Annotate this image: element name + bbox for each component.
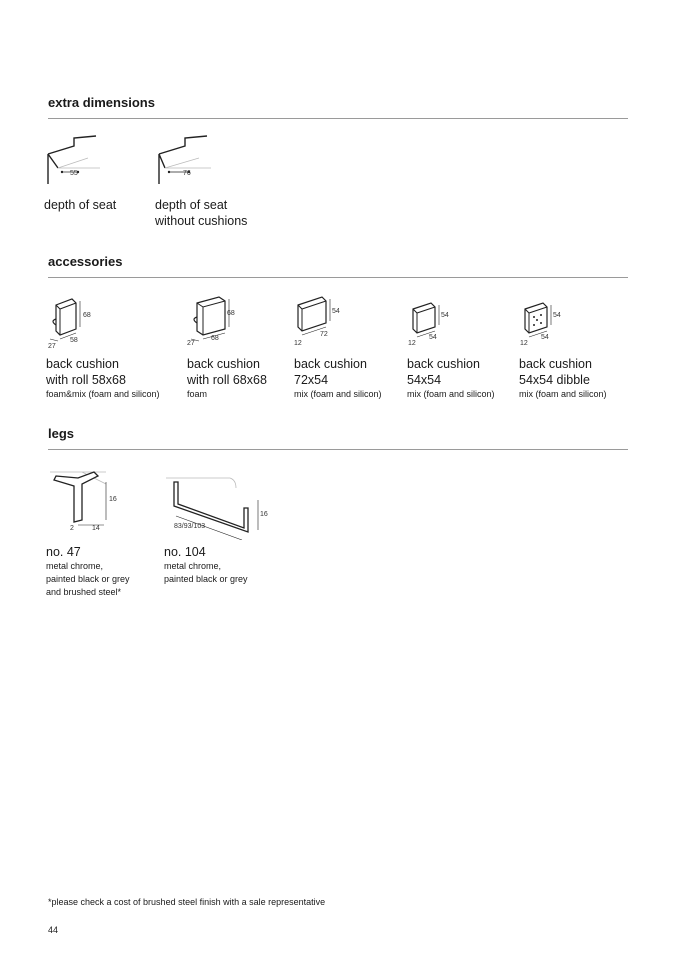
- svg-text:12: 12: [294, 340, 302, 347]
- leg-no-47: [46, 470, 130, 599]
- cushion-icon: [407, 295, 477, 350]
- cushion-with-roll-icon: [46, 295, 116, 350]
- svg-text:12: 12: [520, 340, 528, 347]
- leg-description: painted black or grey: [164, 574, 248, 584]
- seat-depth-diagram: [44, 132, 104, 188]
- svg-text:83/93/103: 83/93/103: [174, 523, 206, 530]
- section-title-extra-dimensions: extra dimensions: [48, 95, 155, 110]
- item-label: depth of seat: [44, 198, 117, 212]
- page-number: 44: [48, 925, 59, 935]
- item-label: depth of seat: [155, 198, 228, 212]
- svg-text:27: 27: [187, 340, 195, 347]
- accessory-back-cushion-54x54-dibble: [519, 295, 607, 401]
- accessory-name: back cushion: [407, 357, 480, 371]
- cushion-with-roll-icon: [187, 295, 257, 350]
- section-divider: [48, 118, 628, 119]
- svg-text:58: 58: [70, 337, 78, 344]
- svg-text:54: 54: [332, 308, 340, 315]
- accessory-back-cushion-54x54: [407, 295, 495, 401]
- svg-text:72: 72: [320, 331, 328, 338]
- svg-text:68: 68: [227, 310, 235, 317]
- leg-description: metal chrome,: [164, 561, 222, 571]
- accessory-name: back cushion: [519, 357, 592, 371]
- accessory-material: foam&mix (foam and silicon): [46, 389, 160, 399]
- svg-text:55: 55: [70, 170, 78, 177]
- accessory-size: with roll 58x68: [46, 373, 126, 387]
- section-divider: [48, 449, 628, 450]
- svg-text:14: 14: [92, 525, 100, 532]
- accessory-material: foam: [187, 389, 208, 399]
- svg-text:16: 16: [260, 511, 268, 518]
- accessory-size: with roll 68x68: [187, 373, 267, 387]
- svg-text:12: 12: [408, 340, 416, 347]
- svg-text:2: 2: [70, 525, 74, 532]
- dibble-cushion-icon: [519, 295, 589, 350]
- leg-description: painted black or grey: [46, 574, 130, 584]
- accessory-size: 72x54: [294, 373, 329, 387]
- leg-description: and brushed steel*: [46, 587, 122, 597]
- svg-text:54: 54: [429, 334, 437, 341]
- svg-text:68: 68: [83, 312, 91, 319]
- section-divider: [48, 277, 628, 278]
- svg-text:76: 76: [183, 170, 191, 177]
- accessory-name: back cushion: [46, 357, 119, 371]
- extra-dimension-depth-of-seat: [44, 132, 116, 213]
- accessory-back-cushion-roll-58x68: [46, 295, 160, 401]
- section-title-legs: legs: [48, 426, 75, 441]
- accessory-back-cushion-roll-68x68: [187, 295, 267, 401]
- accessory-back-cushion-72x54: [294, 295, 382, 401]
- leg-name: no. 104: [164, 545, 206, 559]
- section-title-accessories: accessories: [48, 254, 123, 269]
- leg-104-diagram: [164, 470, 274, 540]
- footnote: *please check a cost of brushed steel finish with a sale representative: [48, 897, 326, 907]
- accessory-material: mix (foam and silicon): [294, 389, 382, 399]
- item-label-line2: without cushions: [155, 214, 248, 228]
- leg-no-104: [164, 470, 274, 586]
- accessory-name: back cushion: [187, 357, 260, 371]
- extra-dimension-depth-without-cushions: [155, 132, 247, 229]
- svg-text:54: 54: [541, 334, 549, 341]
- svg-text:68: 68: [211, 335, 219, 342]
- accessory-material: mix (foam and silicon): [519, 389, 607, 399]
- leg-47-diagram: [46, 470, 126, 540]
- accessory-size: 54x54: [407, 373, 442, 387]
- cushion-icon: [294, 295, 364, 350]
- svg-text:16: 16: [109, 496, 117, 503]
- svg-text:54: 54: [441, 312, 449, 319]
- accessory-name: back cushion: [294, 357, 367, 371]
- accessory-material: mix (foam and silicon): [407, 389, 495, 399]
- svg-text:27: 27: [48, 343, 56, 350]
- seat-depth-without-cushions-diagram: [155, 132, 215, 188]
- accessory-size: 54x54 dibble: [519, 373, 590, 387]
- leg-description: metal chrome,: [46, 561, 104, 571]
- svg-text:54: 54: [553, 312, 561, 319]
- leg-name: no. 47: [46, 545, 81, 559]
